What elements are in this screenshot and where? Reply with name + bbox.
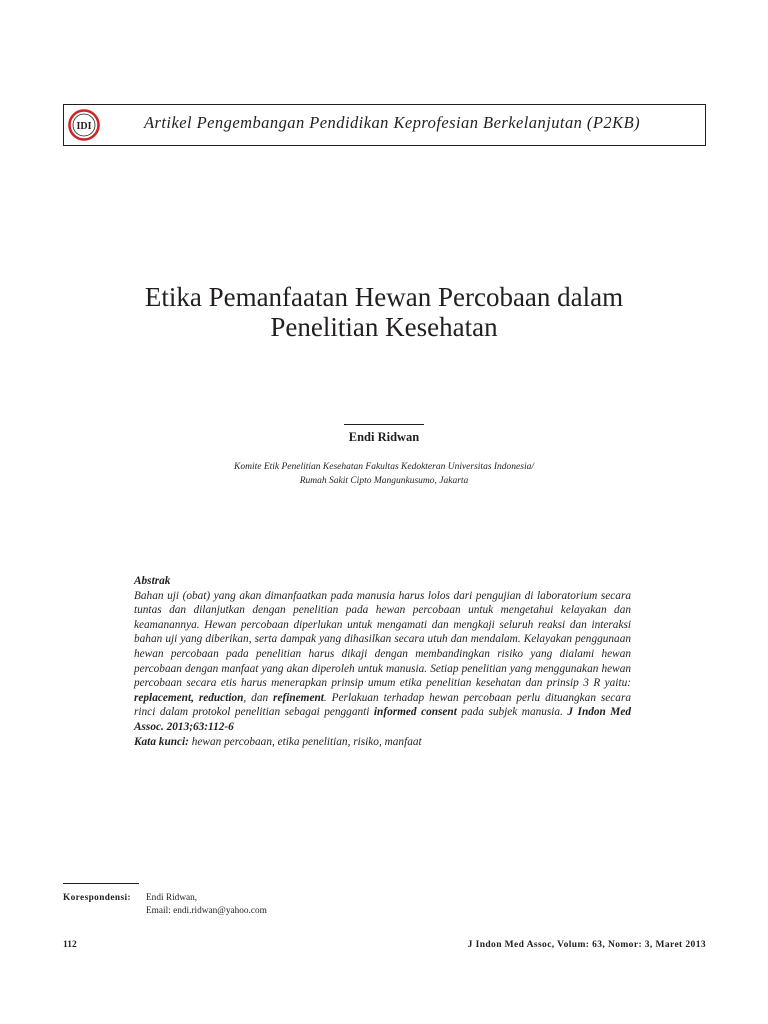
author-rule: [344, 424, 424, 425]
article-title: [0, 282, 768, 342]
title-line-1: Etika Pemanfaatan Hewan Percobaan dalam: [144, 282, 624, 312]
p2kb-banner: [63, 104, 706, 146]
banner-title: Artikel Pengembangan Pendidikan Keprofesian Berkelanjutan (P2KB): [144, 113, 641, 132]
title-line-2: Penelitian Kesehatan: [270, 312, 498, 342]
abstract-bold-1: replacement, reduction: [134, 691, 244, 704]
logo-lettering: IDI: [76, 121, 92, 132]
abstract-citation: J Indon Med Assoc. 2013;63:112-6: [134, 706, 632, 733]
affiliation: [0, 461, 768, 488]
abstract-text-4: pada subjek manusia.: [456, 706, 568, 719]
journal-info: J Indon Med Assoc, Volum: 63, Nomor: 3, Maret 2013: [467, 940, 706, 950]
footnote-rule: [63, 883, 139, 884]
abstract-section: [134, 574, 631, 749]
abstract-bold-3: informed consent: [373, 706, 457, 719]
abstract-text-1: Bahan uji (obat) yang akan dimanfaatkan pada manusia harus lolos dari pengujian di laboratorium secara tuntas dan dilanjutkan dengan penelitian pada hewan percobaan untuk mengetahui kelayakan dan keamanannya. Hewan percobaan diperlukan untuk mengamati dan mengkaji seluruh reaksi dan interaksi bahan uji yang diberikan, serta dampak yang dihasilkan secara utuh dan mendalam. Kelayakan penggunaan hewan percobaan pada penelitian harus dikaji dengan membandingkan risiko yang dialami hewan percobaan dengan manfaat yang akan diperoleh untuk manusia. Setiap penelitian yang menggunakan hewan percobaan secara etis harus menerapkan prinsip umum etika penelitian kesehatan dan prinsip 3 R yaitu:: [134, 589, 631, 690]
abstract-heading: Abstrak: [134, 575, 171, 587]
affiliation-line-2: Rumah Sakit Cipto Mangunkusumo, Jakarta: [299, 475, 469, 486]
correspondence-name: Endi Ridwan,: [146, 893, 198, 903]
page-number: 112: [63, 940, 77, 950]
keywords-label: Kata kunci:: [134, 735, 189, 748]
abstract-text-2: , dan: [243, 691, 274, 704]
abstract-text-3: . Perlakuan terhadap hewan percobaan perlu dituangkan secara rinci dalam protokol penelitian sebagai pengganti: [134, 691, 632, 719]
correspondence-details: [146, 892, 267, 918]
abstract-bold-2: refinement: [273, 691, 324, 704]
affiliation-line-1: Komite Etik Penelitian Kesehatan Fakultas Kedokteran Universitas Indonesia/: [234, 462, 534, 472]
keywords: [134, 735, 631, 750]
keywords-text: hewan percobaan, etika penelitian, risiko, manfaat: [188, 735, 422, 748]
abstract-body: [134, 589, 631, 735]
author-name: Endi Ridwan: [348, 430, 420, 444]
correspondence-email: Email: endi.ridwan@yahoo.com: [146, 906, 267, 916]
idi-logo-icon: [68, 109, 100, 141]
correspondence-label: Korespondensi:: [63, 893, 131, 903]
